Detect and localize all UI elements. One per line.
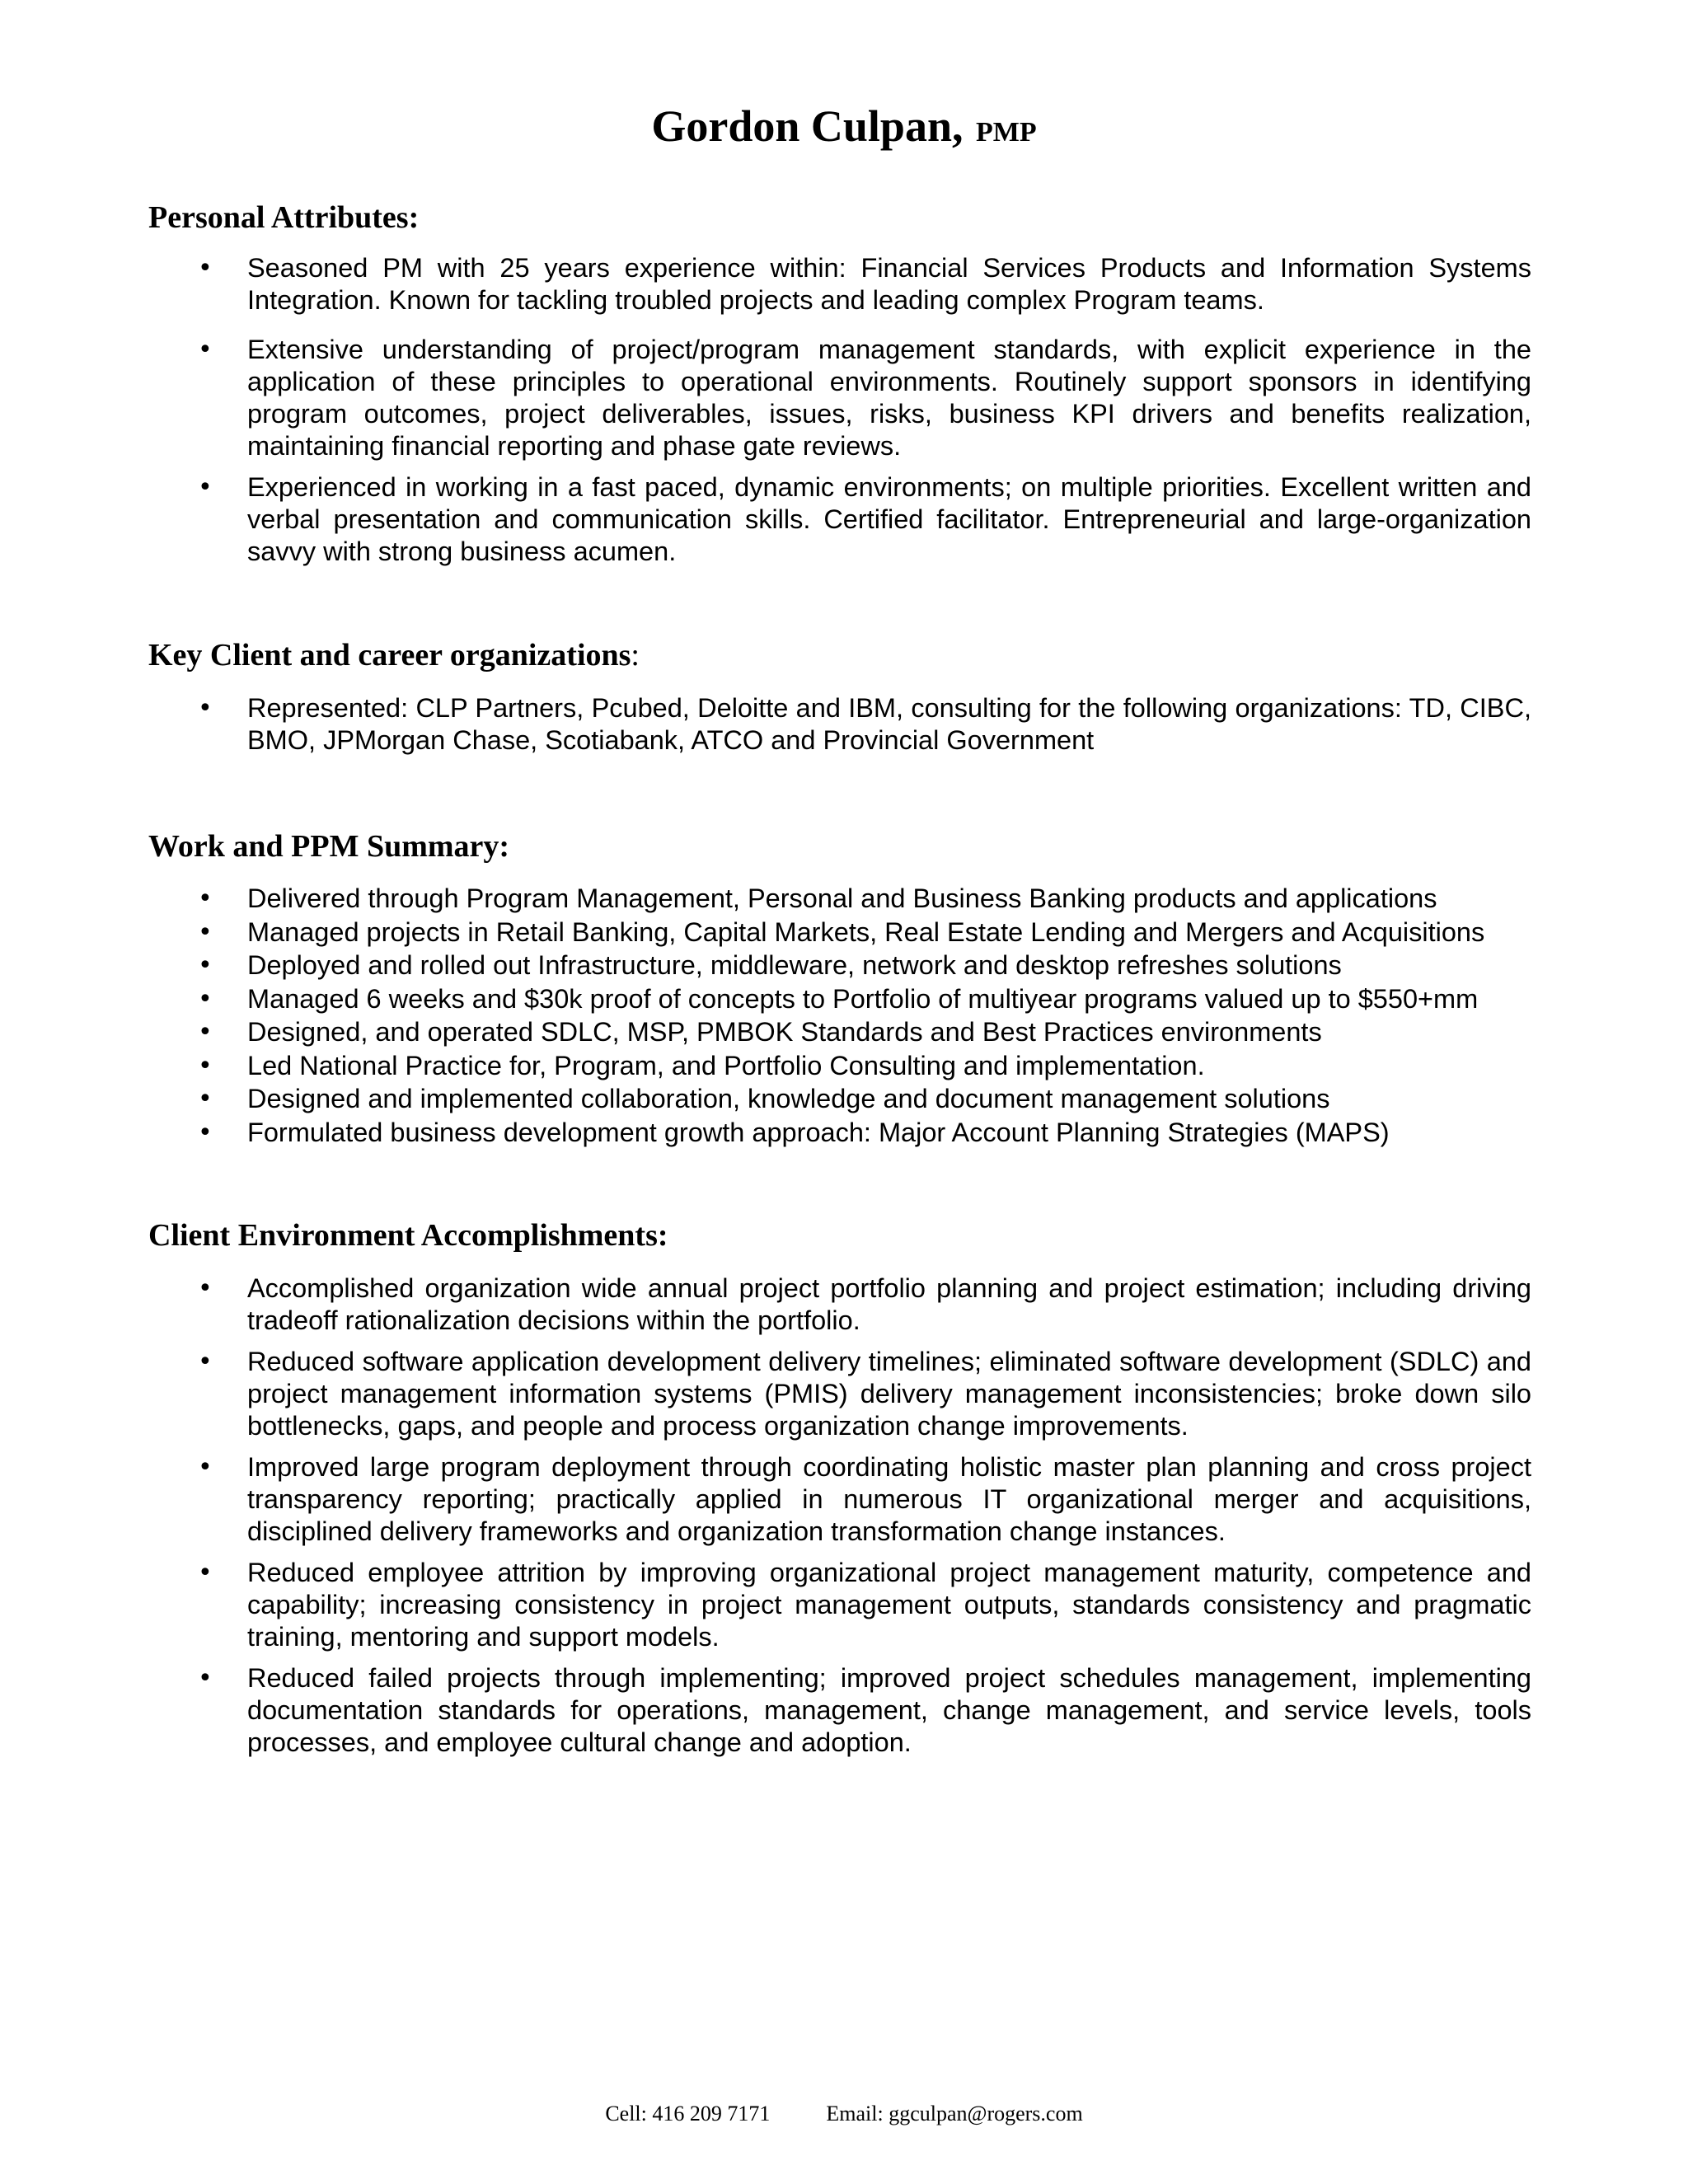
bullet-icon: •: [198, 951, 213, 980]
list-item: • Experienced in working in a fast paced, dynamic environments; on multiple priorities. Excellent written and verbal presentation and communication skills. Certified facilitator. Entrepreneurial and large-organization savvy with strong business acumen.: [198, 472, 1531, 566]
list-item: • Led National Practice for, Program, and Portfolio Consulting and implementation.: [198, 1050, 1205, 1080]
section-heading-key-clients: Key Client and career organizations:: [148, 638, 640, 673]
bullet-icon: •: [198, 1558, 213, 1587]
section-heading-work-summary: Work and PPM Summary:: [148, 829, 510, 864]
accomplishments-list: [0, 1272, 1688, 1759]
list-item: • Represented: CLP Partners, Pcubed, Deloitte and IBM, consulting for the following organizations: TD, CIBC, BMO, JPMorgan Chase, Scotiabank, ATCO and Provincial Government: [198, 693, 1531, 755]
email-address: Email: ggculpan@rogers.com: [826, 2102, 1083, 2125]
list-item: • Managed 6 weeks and $30k proof of concepts to Portfolio of multiyear programs valued up to $550+mm: [198, 983, 1479, 1014]
section-heading-accomplishments: Client Environment Accomplishments:: [148, 1218, 668, 1253]
personal-attributes-list: [0, 252, 1688, 568]
list-item: • Reduced failed projects through implementing; improved project schedules management, implementing documentation standards for operations, management, change management, and service levels, tools processes, and employee cultural change and adoption.: [198, 1663, 1531, 1757]
bullet-icon: •: [198, 884, 213, 913]
list-item: • Seasoned PM with 25 years experience within: Financial Services Products and Information Systems Integration. Known for tackling troubled projects and leading complex Program teams.: [198, 253, 1531, 315]
list-item: • Reduced software application development delivery timelines; eliminated software development (SDLC) and project management information systems (PMIS) delivery management inconsistencies; broke down silo bottlenecks, gaps, and people and process organization change improvements.: [198, 1347, 1531, 1441]
list-item: • Deployed and rolled out Infrastructure, middleware, network and desktop refreshes solutions: [198, 950, 1342, 980]
contact-footer: [0, 2100, 1688, 2128]
bullet-icon: •: [198, 1051, 213, 1080]
bullet-icon: •: [198, 1118, 213, 1147]
bullet-icon: •: [198, 1453, 213, 1482]
key-clients-list: [0, 692, 1688, 757]
bullet-icon: •: [198, 1664, 213, 1693]
bullet-icon: •: [198, 694, 213, 723]
bullet-icon: •: [198, 473, 213, 502]
list-item: • Improved large program deployment through coordinating holistic master plan planning and cross project transparency reporting; practically applied in numerous IT organizational merger and acquisitions, disciplined delivery frameworks and organization transformation change instances.: [198, 1452, 1531, 1546]
list-item: • Delivered through Program Management, Personal and Business Banking products and applications: [198, 883, 1437, 913]
list-item: • Formulated business development growth approach: Major Account Planning Strategies (MAPS): [198, 1117, 1390, 1147]
list-item: • Managed projects in Retail Banking, Capital Markets, Real Estate Lending and Mergers and Acquisitions: [198, 916, 1485, 947]
section-heading-personal-attributes: Personal Attributes:: [148, 200, 420, 235]
list-item: • Accomplished organization wide annual project portfolio planning and project estimation; including driving tradeoff rationalization decisions within the portfolio.: [198, 1273, 1531, 1335]
bullet-icon: •: [198, 984, 213, 1014]
list-item: • Designed, and operated SDLC, MSP, PMBOK Standards and Best Practices environments: [198, 1017, 1322, 1047]
list-item: • Reduced employee attrition by improving organizational project management maturity, competence and capability; increasing consistency in project management outputs, standards consistency and pragmatic training, mentoring and support models.: [198, 1558, 1531, 1652]
bullet-icon: •: [198, 335, 213, 364]
bullet-icon: •: [198, 1274, 213, 1303]
work-summary-list: [0, 883, 1688, 1150]
candidate-credential: PMP: [976, 117, 1037, 148]
bullet-icon: •: [198, 917, 213, 947]
bullet-icon: •: [198, 254, 213, 283]
list-item: • Designed and implemented collaboration, knowledge and document management solutions: [198, 1084, 1330, 1113]
candidate-name: Gordon Culpan,: [651, 101, 964, 151]
bullet-icon: •: [198, 1018, 213, 1047]
bullet-icon: •: [198, 1347, 213, 1376]
list-item: • Extensive understanding of project/program management standards, with explicit experience in the application of these principles to operational environments. Routinely support sponsors in identifying program outcomes, project deliverables, issues, risks, business KPI drivers and benefits realization, maintaining financial reporting and phase gate reviews.: [198, 335, 1531, 461]
bullet-icon: •: [198, 1085, 213, 1113]
cell-phone: Cell: 416 209 7171: [605, 2102, 771, 2125]
resume-title: [0, 97, 1688, 162]
